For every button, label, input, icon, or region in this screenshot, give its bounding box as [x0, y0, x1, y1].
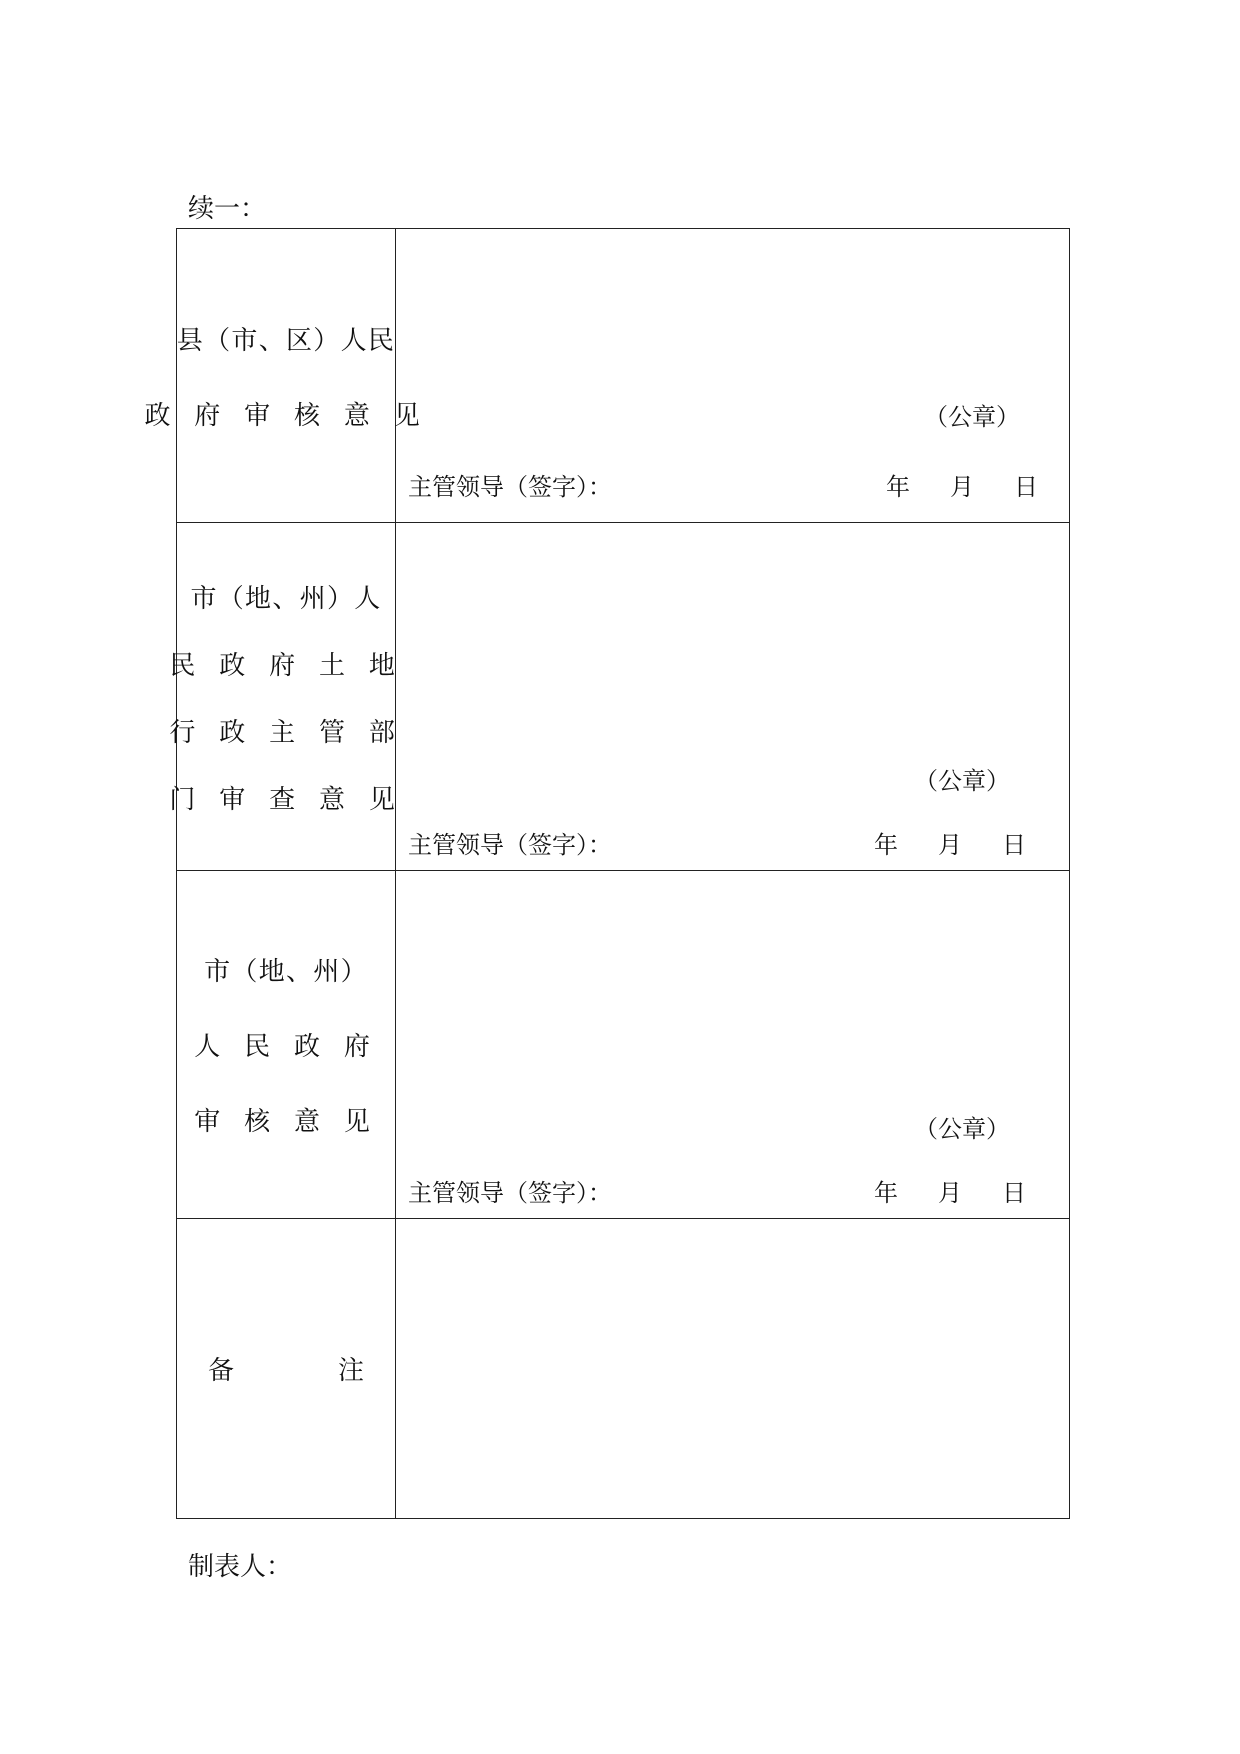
- city-government-review-row: [177, 871, 1069, 1219]
- remarks-row: [177, 1219, 1069, 1518]
- form-maker-label: 制表人：: [188, 1552, 293, 1582]
- official-seal-placeholder: （公章）: [914, 767, 1010, 795]
- date-year-label: 年: [874, 831, 898, 859]
- date-month-label: 月: [938, 831, 962, 859]
- remarks-content-area[interactable]: [396, 1219, 1069, 1518]
- official-seal-placeholder: （公章）: [914, 1115, 1010, 1143]
- official-seal-placeholder: （公章）: [924, 403, 1020, 431]
- row-label-line: 人 民 政 府: [194, 1032, 378, 1062]
- city-land-department-review-label: [169, 523, 403, 870]
- row-label-line: 民 政 府 土 地: [169, 650, 403, 681]
- city-government-review-opinion-area[interactable]: [396, 871, 1069, 1218]
- city-government-review-label: [177, 871, 396, 1218]
- row-label-line: 县（市、区）人民: [176, 325, 396, 356]
- date-field: [874, 1173, 1026, 1208]
- city-land-department-review-row: [169, 523, 1069, 871]
- supervisor-signature-label: 主管领导（签字）：: [408, 473, 612, 501]
- continuation-label: 续一：: [188, 194, 267, 224]
- date-year-label: 年: [874, 1179, 898, 1207]
- row-label-line: 备 注: [207, 1356, 364, 1386]
- approval-form-table: [144, 228, 1070, 1519]
- county-government-review-row: [144, 229, 1069, 523]
- row-label-line: 市（地、州）: [204, 957, 368, 987]
- county-government-review-opinion-area[interactable]: [396, 229, 1069, 522]
- row-label-line: 市（地、州）人: [190, 583, 382, 614]
- date-month-label: 月: [950, 473, 974, 501]
- city-land-department-review-opinion-area[interactable]: [396, 523, 1069, 870]
- row-label-line: 行 政 主 管 部: [169, 717, 403, 748]
- row-label-line: 门 审 查 意 见: [169, 784, 403, 815]
- supervisor-signature-label: 主管领导（签字）：: [408, 831, 612, 859]
- row-label-line: 政 府 审 核 意 见: [144, 400, 428, 431]
- date-day-label: 日: [1002, 831, 1026, 859]
- row-label-line: 审 核 意 见: [194, 1107, 378, 1137]
- date-month-label: 月: [938, 1179, 962, 1207]
- remarks-label: [177, 1219, 396, 1518]
- date-day-label: 日: [1002, 1179, 1026, 1207]
- date-field: [874, 825, 1026, 860]
- date-year-label: 年: [886, 473, 910, 501]
- date-field: [886, 467, 1038, 502]
- date-day-label: 日: [1014, 473, 1038, 501]
- supervisor-signature-label: 主管领导（签字）：: [408, 1179, 612, 1207]
- county-government-review-label: [144, 229, 428, 522]
